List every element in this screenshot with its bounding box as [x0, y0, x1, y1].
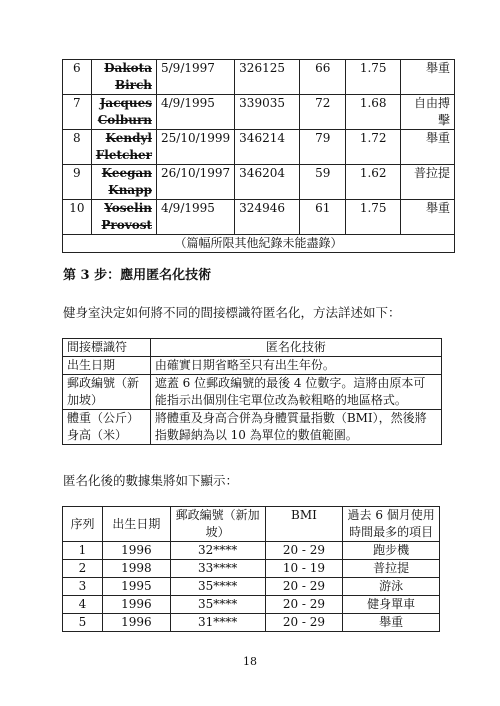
bmi-range-cell: 20 - 29 [265, 542, 343, 560]
postal-code: 339035 [235, 95, 300, 130]
height: 1.62 [346, 165, 401, 200]
anonymisation-technique-table [62, 338, 442, 445]
masked-postal-cell: 32**** [170, 542, 265, 560]
table-row [63, 130, 455, 165]
header-activity: 過去 6 個月使用時間最多的項目 [343, 507, 440, 542]
activity: 舉重 [401, 60, 455, 95]
activity: 自由搏擊 [401, 95, 455, 130]
weight: 72 [300, 95, 346, 130]
table-row [63, 578, 440, 596]
activity: 普拉提 [401, 165, 455, 200]
member-name [91, 130, 156, 165]
technique-cell: 將體重及身高合併為身體質量指數（BMI），然後將指數歸納為以 10 為單位的數值範圍。 [150, 410, 441, 445]
member-name [91, 165, 156, 200]
seq-cell: 5 [63, 614, 103, 632]
table-row [63, 410, 442, 445]
masked-postal-cell: 35**** [170, 596, 265, 614]
activity: 舉重 [401, 200, 455, 235]
seq-cell: 4 [63, 596, 103, 614]
identifier-cell: 郵政編號（新加坡） [63, 375, 151, 410]
birth-date: 4/9/1995 [157, 95, 235, 130]
birth-year-cell: 1996 [102, 542, 170, 560]
redacted-last-name: Fletcher [95, 148, 152, 162]
activity-cell: 舉重 [343, 614, 440, 632]
result-paragraph: 匿名化後的數據集將如下顯示： [63, 473, 239, 488]
anonymised-dataset-table [62, 506, 440, 632]
redacted-last-name: Birch [114, 78, 152, 92]
intro-paragraph: 健身室決定如何將不同的間接標識符匿名化，方法詳述如下： [63, 305, 401, 320]
table-row [63, 614, 440, 632]
weight: 59 [300, 165, 346, 200]
row-number: 10 [63, 200, 92, 235]
birth-year-cell: 1995 [102, 578, 170, 596]
redacted-last-name: Knapp [108, 183, 152, 197]
header-identifier: 間接標識符 [63, 339, 151, 357]
redacted-first-name: Dakota [104, 61, 152, 75]
seq-cell: 1 [63, 542, 103, 560]
member-name [91, 60, 156, 95]
birth-year-cell: 1996 [102, 614, 170, 632]
birth-year-cell: 1996 [102, 596, 170, 614]
page-number: 18 [243, 655, 257, 668]
redacted-first-name: Yoselin [104, 201, 152, 215]
dataset-table-original [62, 59, 455, 253]
masked-postal-cell: 33**** [170, 560, 265, 578]
bmi-range-cell: 20 - 29 [265, 596, 343, 614]
table-note-row [63, 235, 455, 253]
table-header-row [63, 339, 442, 357]
postal-code: 326125 [235, 60, 300, 95]
identifier-cell: 出生日期 [63, 357, 151, 375]
header-bmi: BMI [265, 507, 343, 542]
table-row [63, 95, 455, 130]
birth-date: 25/10/1999 [157, 130, 235, 165]
birth-date: 26/10/1997 [157, 165, 235, 200]
table-row [63, 60, 455, 95]
table-note: （篇幅所限其他紀錄未能盡錄） [63, 235, 455, 253]
redacted-first-name: Keegan [101, 166, 152, 180]
redacted-last-name: Provost [101, 218, 152, 232]
member-name [91, 95, 156, 130]
height: 1.75 [346, 60, 401, 95]
redacted-first-name: Jacques [99, 96, 152, 110]
row-number: 9 [63, 165, 92, 200]
weight: 79 [300, 130, 346, 165]
table-row [63, 596, 440, 614]
table-row [63, 375, 442, 410]
bmi-range-cell: 10 - 19 [265, 560, 343, 578]
redacted-first-name: Kendyl [105, 131, 152, 145]
table-row [63, 542, 440, 560]
member-name [91, 200, 156, 235]
weight: 61 [300, 200, 346, 235]
table-row [63, 357, 442, 375]
height: 1.72 [346, 130, 401, 165]
header-technique: 匿名化技術 [150, 339, 441, 357]
height: 1.68 [346, 95, 401, 130]
height: 1.75 [346, 200, 401, 235]
row-number: 6 [63, 60, 92, 95]
birth-date: 5/9/1997 [157, 60, 235, 95]
activity-cell: 跑步機 [343, 542, 440, 560]
activity-cell: 游泳 [343, 578, 440, 596]
step-heading: 第 3 步：應用匿名化技術 [63, 268, 212, 283]
seq-cell: 2 [63, 560, 103, 578]
technique-cell: 由確實日期省略至只有出生年份。 [150, 357, 441, 375]
activity: 舉重 [401, 130, 455, 165]
masked-postal-cell: 35**** [170, 578, 265, 596]
table-header-row [63, 507, 440, 542]
seq-cell: 3 [63, 578, 103, 596]
bmi-range-cell: 20 - 29 [265, 578, 343, 596]
row-number: 7 [63, 95, 92, 130]
activity-cell: 健身單車 [343, 596, 440, 614]
masked-postal-cell: 31**** [170, 614, 265, 632]
postal-code: 324946 [235, 200, 300, 235]
bmi-range-cell: 20 - 29 [265, 614, 343, 632]
header-postal: 郵政編號（新加坡） [170, 507, 265, 542]
postal-code: 346214 [235, 130, 300, 165]
row-number: 8 [63, 130, 92, 165]
table-row [63, 560, 440, 578]
header-seq: 序列 [63, 507, 103, 542]
postal-code: 346204 [235, 165, 300, 200]
table-row [63, 200, 455, 235]
birth-year-cell: 1998 [102, 560, 170, 578]
activity-cell: 普拉提 [343, 560, 440, 578]
redacted-last-name: Colburn [97, 113, 152, 127]
technique-cell: 遮蓋 6 位郵政編號的最後 4 位數字。這將由原本可能指示出個別住宅單位改為較粗略的地區格式。 [150, 375, 441, 410]
header-dob: 出生日期 [102, 507, 170, 542]
weight: 66 [300, 60, 346, 95]
identifier-cell: 體重（公斤）身高（米） [63, 410, 151, 445]
table-row [63, 165, 455, 200]
birth-date: 4/9/1995 [157, 200, 235, 235]
